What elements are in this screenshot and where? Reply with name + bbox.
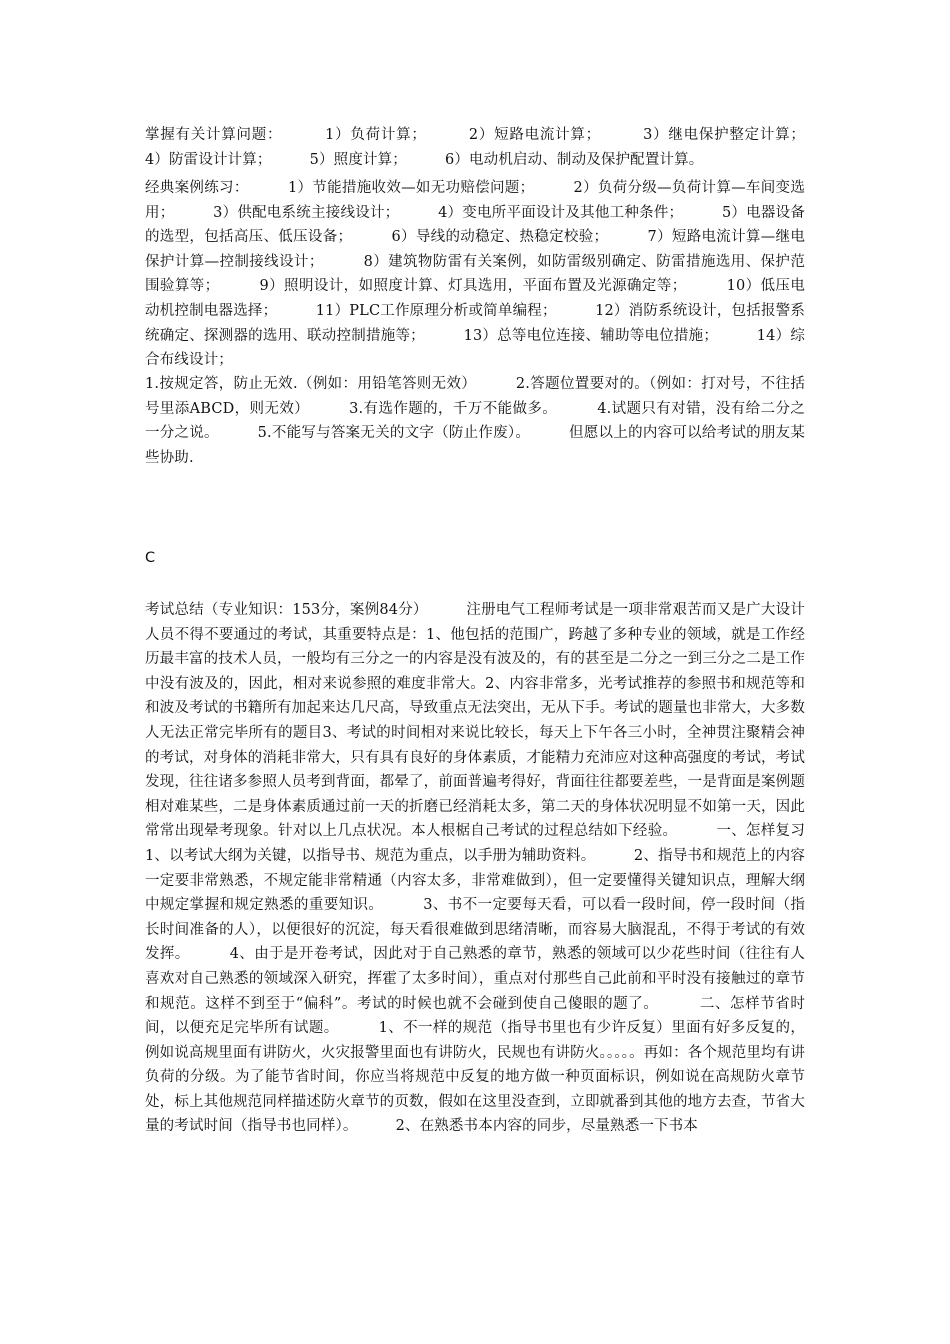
exam-rules-paragraph: 1.按规定答，防止无效.（例如：用铅笔答则无效） 2.答题位置要对的。（例如：打对号，不往括号里添ABCD，则无效） 3.有选作题的，千万不能做多。 4.试题只有对错，没有给二分之一分之说。 5.不能写与答案无关的文字（防止作废）。 但愿以上的内容可以给考试的朋友某些协助. (145, 376, 805, 466)
section-marker: C (145, 550, 156, 566)
exam-summary-paragraph: 考试总结（专业知识：153分，案例84分） 注册电气工程师考试是一项非常艰苦而又是广大设计人员不得不要通过的考试，其重要特点是：1、他包括的范围广，跨越了多种专业的领域，就是工作经历最丰富的技术人员，一般均有三分之一的内容是没有波及的，有的甚至是二分之一到三分之二是工作中没有波及的，因此，相对来说参照的难度非常大。2、内容非常多，光考试推荐的参照书和规范等和和波及考试的书籍所有加起来达几尺高，导致重点无法突出，无从下手。考试的题量也非常大，大多数人无法正常完毕所有的题目3、考试的时间相对来说比较长，每天上下午各三小时，全神贯注聚精会神的考试，对身体的消耗非常大，只有具有良好的身体素质，才能精力充沛应对这种高强度的考试，考试发现，往往诸多参照人员考到背面，都晕了，前面普遍考得好，背面往往都要差些，一是背面是案例题相对难某些，二是身体素质通过前一天的折磨已经消耗太多，第二天的身体状况明显不如第一天，因此常常出现晕考现象。针对以上几点状况。本人根椐自己考试的过程总结如下经验。 一、怎样复习 1、以考试大纲为关键，以指导书、规范为重点，以手册为辅助资料。 2、指导书和规范上的内容一定要非常熟悉，不规定能非常精通（内容太多，非常难做到），但一定要懂得关键知识点，理解大纲中规定掌握和规定熟悉的重要知识。 3、书不一定要每天看，可以看一段时间，停一段时间（指长时间准备的人），以便很好的沉淀，每天看很难做到思绪清晰，而容易大脑混乱，不得于考试的有效发挥。 4、由于是开卷考试，因此对于自己熟悉的章节，熟悉的领域可以少花些时间（往往有人喜欢对自己熟悉的领域深入研究，挥霍了太多时间），重点对付那些自己此前和平时没有接触过的章节和规范。这样不到至于“偏科”。考试的时候也就不会碰到使自己傻眼的题了。 二、怎样节省时间，以便充足完毕所有试题。 1、不一样的规范（指导书里也有少许反复）里面有好多反复的，例如说高规里面有讲防火，火灾报警里面也有讲防火，民规也有讲防火。。。。。再如：各个规范里均有讲负荷的分级。为了能节省时间，你应当将规范中反复的地方做一种页面标识，例如说在高规防火章节处，标上其他规范同样描述防火章节的页数，假如在这里没查到，立即就番到其他的地方去查，节省大量的考试时间（指导书也同样）。 2、在熟悉书本内容的同步，尽量熟悉一下书本 (145, 602, 844, 1135)
case-practice-paragraph: 经典案例练习： 1）节能措施收效—如无功赔偿问题； 2）负荷分级—负荷计算—车间变选用； 3）供配电系统主接线设计； 4）变电所平面设计及其他工种条件； 5）电器设备的选型，包括高压、低压设备； 6）导线的动稳定、热稳定校验； 7）短路电流计算—继电保护计算—控制接线设计； 8）建筑物防雷有关案例，如防雷级别确定、防雷措施选用、保护范围验算等； 9）照明设计，如照度计算、灯具选用，平面布置及光源确定等； 10）低压电动机控制电器选择； 11）PLC工作原理分析或简单编程； 12）消防系统设计，包括报警系统确定、探测器的选用、联动控制措施等； 13）总等电位连接、辅助等电位措施； 14）综合布线设计； (145, 180, 805, 369)
calculation-topics-paragraph: 掌握有关计算问题： 1）负荷计算； 2）短路电流计算； 3）继电保护整定计算； 4）防雷设计计算； 5）照度计算； 6）电动机启动、制动及保护配置计算。 (145, 127, 844, 168)
